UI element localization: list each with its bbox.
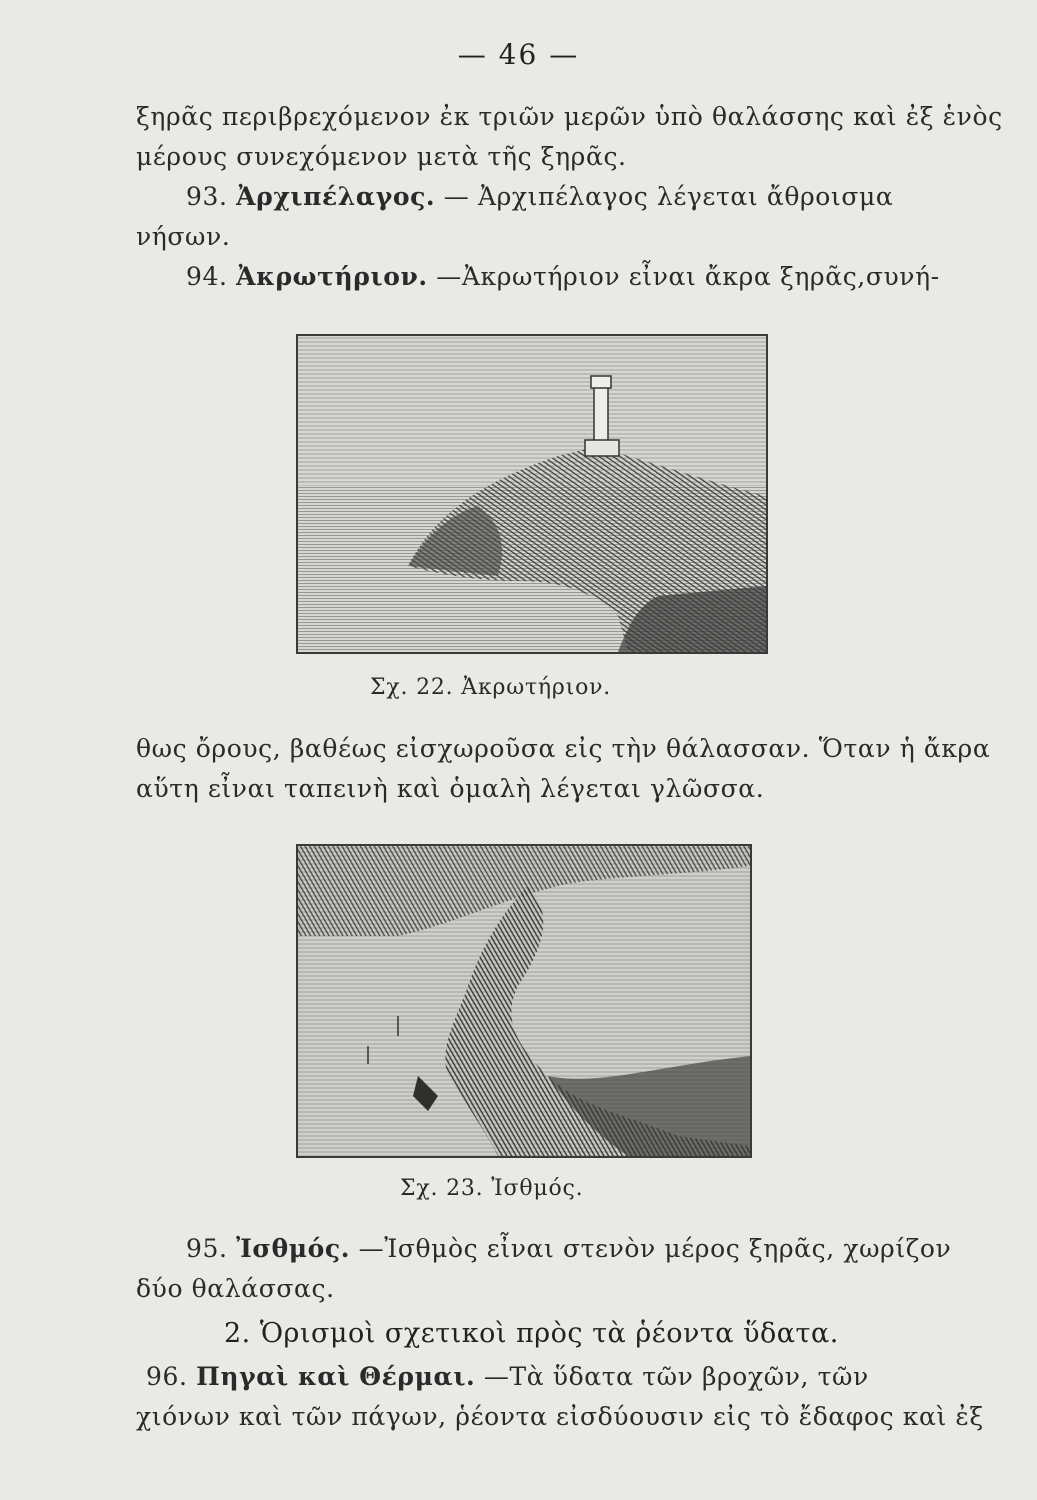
text-line-11: χιόνων καὶ τῶν πάγων, ῥέοντα εἰσδύουσιν εἰς τὸ ἔδαφος καὶ ἐξ	[136, 1402, 984, 1431]
figure-cape-illustration	[296, 334, 768, 654]
figure-isthmus-illustration	[296, 844, 752, 1158]
entry-93	[186, 182, 893, 211]
isthmus-engraving	[298, 846, 750, 1156]
entry-94	[186, 262, 940, 291]
entry-96-number: 96.	[146, 1362, 188, 1391]
entry-93-text: — Ἀρχιπέλαγος λέγεται ἄθροισμα	[443, 182, 894, 211]
entry-94-term: Ἀκρωτήριον.	[236, 262, 428, 291]
section-heading: 2. Ὁρισμοὶ σχετικοὶ πρὸς τὰ ῥέοντα ὕδατα.	[224, 1318, 839, 1349]
entry-95	[186, 1234, 951, 1263]
text-line-4: νήσων.	[136, 222, 231, 251]
text-line-1: ξηρᾶς περιβρεχόμενον ἐκ τριῶν μερῶν ὑπὸ θαλάσσης καὶ ἐξ ἑνὸς	[136, 102, 1003, 131]
page-number: — 46 —	[457, 38, 580, 71]
entry-95-term: Ἰσθμός.	[236, 1234, 351, 1263]
entry-96	[146, 1362, 869, 1391]
entry-96-term: Πηγαὶ καὶ Θέρμαι.	[196, 1362, 476, 1391]
entry-95-text: —Ἰσθμὸς εἶναι στενὸν μέρος ξηρᾶς, χωρίζον	[358, 1234, 952, 1263]
figure-22-caption: Σχ. 22. Ἀκρωτήριον.	[370, 675, 612, 700]
figure-23-caption: Σχ. 23. Ἰσθμός.	[400, 1176, 584, 1201]
entry-95-number: 95.	[186, 1234, 228, 1263]
text-line-2: μέρους συνεχόμενον μετὰ τῆς ξηρᾶς.	[136, 142, 627, 171]
text-line-7: αὕτη εἶναι ταπεινὴ καὶ ὁμαλὴ λέγεται γλῶσσα.	[136, 774, 765, 803]
entry-94-number: 94.	[186, 262, 228, 291]
text-line-9: δύο θαλάσσας.	[136, 1274, 335, 1303]
entry-93-term: Ἀρχιπέλαγος.	[236, 182, 436, 211]
cape-engraving	[298, 336, 766, 652]
entry-93-number: 93.	[186, 182, 228, 211]
entry-96-text: —Τὰ ὕδατα τῶν βροχῶν, τῶν	[483, 1362, 869, 1391]
text-line-6: θως ὄρους, βαθέως εἰσχωροῦσα εἰς τὴν θάλασσαν. Ὅταν ἡ ἄκρα	[136, 734, 991, 763]
entry-94-text: —Ἀκρωτήριον εἶναι ἄκρα ξηρᾶς,συνή-	[436, 262, 940, 291]
